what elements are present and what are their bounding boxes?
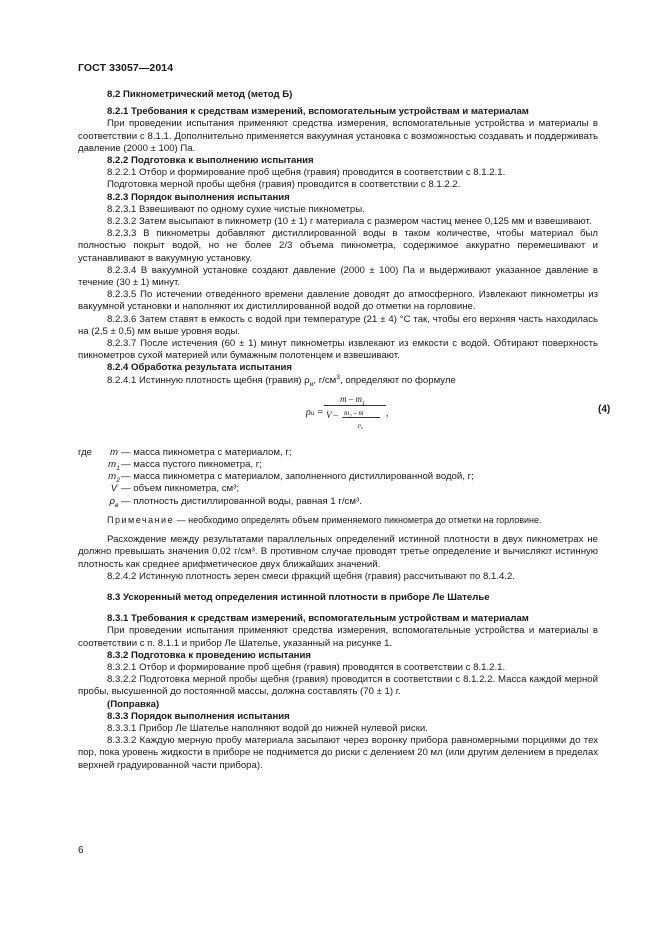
- section-8-3-1-heading: 8.3.1 Требования к средствам измерений, вспомогательным устройствам и материалам: [107, 613, 529, 625]
- formula-numerator-sub: 1: [362, 399, 366, 407]
- legend-symbol-letter: ρ: [109, 495, 115, 507]
- superscript: 3: [336, 373, 341, 381]
- formula-inner-den-sub: в: [360, 425, 363, 431]
- legend-intro: где: [78, 446, 93, 458]
- legend-text: — масса пустого пикнометра, г;: [121, 459, 262, 471]
- formula-inner-fraction-bar: [342, 417, 380, 418]
- paragraph-8-2-3-3: 8.2.3.3 В пикнометры добавляют дистиллированной воды в таком количестве, чтобы материал был полностью покрыт водой, но не более 2/3 объема пикнометра, содержимое аккуратно перемешивают и устанавливают в вакуумную установку.: [78, 228, 598, 264]
- legend-symbol-letter: m: [108, 471, 117, 483]
- document-body: [78, 89, 611, 772]
- paragraph-8-2-3-7: 8.2.3.7 После истечения (60 ± 1) минут пикнометры извлекают из емкости с водой. Обтирают поверхность пикнометров сухой материей или бумажным полотенцем и взвешивают.: [78, 338, 598, 362]
- note: [78, 514, 598, 526]
- paragraph-8-2-3-1: 8.2.3.1 Взвешивают по одному сухие чистые пикнометры.: [107, 203, 365, 215]
- legend-row: [78, 496, 598, 508]
- density-formula: [78, 391, 611, 441]
- formula-inner-m: m: [344, 408, 350, 417]
- paragraph-8-2-2-1: 8.2.2.1 Отбор и формирование проб щебня (гравия) проводится в соответствии с 8.1.2.1.: [107, 167, 506, 179]
- formula-inner-denominator: [358, 420, 363, 432]
- paragraph-8-2-3-5: 8.2.3.5 По истечении отведенного времени давление доводят до атмосферного. Извлекают пикнометры из вакуумной установки и наполняют их дистиллированной водой до отметки на горловине.: [78, 289, 598, 313]
- section-8-2-heading: 8.2 Пикнометрический метод (метод Б): [107, 89, 293, 100]
- section-8-2-2-heading: 8.2.2 Подготовка к выполнению испытания: [107, 155, 314, 167]
- amendment-label: (Поправка): [107, 698, 160, 710]
- legend-symbol-sub: 2: [116, 477, 120, 485]
- legend-row: [78, 471, 598, 483]
- legend-symbol: [107, 471, 121, 483]
- text-span: , определяют по формуле: [340, 374, 456, 386]
- paragraph-8-3-1: При проведении испытания применяют средства измерения, вспомогательные устройства и материалы в соответствии с п. 8.1.1 и прибор Ле Шателье, указанный на рисунке 1.: [78, 625, 598, 649]
- paragraph-8-3-2-1: 8.3.2.1 Отбор и формирование проб щебня (гравия) проводятся в соответствии с 8.1.2.1.: [107, 661, 506, 673]
- paragraph-8-2-3-6: 8.2.3.6 Затем ставят в емкость с водой при температуре (21 ± 4) °С так, чтобы его верхняя часть находилась на (2,5 ± 0,5) мм выше уровня воды.: [78, 313, 598, 337]
- formula-fraction-bar: [324, 405, 386, 406]
- legend-symbol-sub: в: [114, 501, 119, 509]
- paragraph-8-2-3-4: 8.2.3.4 В вакуумной установке создают давление (2000 ± 100) Па и выдерживают указанное давление в течение (30 ± 1) минут.: [78, 264, 598, 289]
- text-span: , г/см: [313, 374, 337, 386]
- formula-numerator-text: m – m: [340, 393, 362, 404]
- legend-symbol: m: [110, 446, 118, 458]
- section-8-3-2-heading: 8.3.2 Подготовка к проведению испытания: [107, 649, 311, 661]
- formula-rho: ρ: [306, 406, 311, 418]
- variable-legend: [78, 447, 598, 508]
- legend-text: — масса пикнометра с материалом, заполненного дистиллированной водой, г;: [121, 471, 474, 483]
- note-text: — необходимо определять объем применяемого пикнометра до отметки на горловине.: [174, 514, 542, 525]
- legend-symbol-letter: m: [108, 459, 117, 471]
- document-header: ГОСТ 33057—2014: [78, 62, 174, 74]
- formula-numerator: [340, 393, 365, 405]
- legend-text: — плотность дистиллированной воды, равная 1 г/см³.: [121, 495, 362, 507]
- legend-symbol-sub: 1: [116, 464, 120, 472]
- legend-row: [78, 483, 598, 495]
- formula-inner-sub: 2: [349, 414, 352, 420]
- formula-denominator: V –: [326, 409, 339, 420]
- subscript: и: [309, 380, 314, 388]
- note-label: Примечание: [107, 514, 175, 525]
- legend-row: [78, 459, 598, 471]
- formula-equals: =: [316, 406, 324, 418]
- legend-row: [78, 447, 598, 459]
- paragraph-8-3-2-2: 8.3.2.2 Подготовка мерной пробы щебня (гравия) проводится в соответствии с 8.1.2.2. Масса каждой мерной пробы, высушенной до постоянной массы, должна составлять (70 ± 1) г.: [78, 674, 598, 698]
- formula-inner-rho: ρ: [358, 422, 361, 429]
- paragraph-8-2-4-2: 8.2.4.2 Истинную плотность зерен смеси фракций щебня (гравия) рассчитывают по 8.1.4.2.: [107, 570, 515, 582]
- paragraph-8-2-2-1-b: Подготовка мерной пробы щебня (гравия) проводится в соответствии с 8.1.2.2.: [107, 179, 461, 191]
- legend-symbol: [107, 496, 121, 508]
- section-8-2-1-heading: 8.2.1 Требования к средствам измерений, вспомогательным устройствам и материалам: [107, 106, 529, 118]
- paragraph-8-2-1: При проведении испытания применяют средства измерения, вспомогательные устройства и материалы в соответствии с 8.1.1. Дополнительно применяется вакуумная установка с возможностью создавать и поддерживать давление (2000 ± 100) Па.: [78, 118, 598, 154]
- rho-symbol: ρ: [304, 374, 310, 386]
- page-number: 6: [78, 845, 84, 856]
- legend-symbol: V: [110, 483, 118, 495]
- text-span: 8.2.4.1 Истинную плотность щебня (гравия): [107, 374, 305, 386]
- section-8-2-3-heading: 8.2.3 Порядок выполнения испытания: [107, 191, 290, 203]
- formula-inner-rest: – m: [353, 408, 364, 417]
- formula-lhs: [306, 407, 324, 419]
- paragraph-8-3-3-1: 8.3.3.1 Прибор Ле Шателье наполняют водой до нижней нулевой риски.: [107, 722, 428, 734]
- formula-lhs-sub: и: [310, 408, 315, 417]
- section-8-2-4-heading: 8.2.4 Обработка результата испытания: [107, 362, 292, 374]
- paragraph-difference: Расхождение между результатами параллельных определений истинной плотности в двух пикнометрах не должно превышать значения 0,02 г/см³. В противном случае проводят третье определение и вычисляют истинную плотность как среднее арифметическое двух ближайших значений.: [78, 534, 598, 570]
- paragraph-8-3-3-2: 8.3.3.2 Каждую мерную пробу материала засыпают через воронку прибора равномерными порциями до тех пор, пока уровень жидкости в приборе не поднимется до риски с делением 20 мл (или другим делением в пределах верхней градуированной части прибора).: [78, 735, 598, 771]
- legend-text: — объем пикнометра, см³;: [121, 483, 240, 495]
- paragraph-8-2-3-2: 8.2.3.2 Затем высыпают в пикнометр (10 ± 1) г материала с размером частиц менее 0,125 мм и взвешивают.: [107, 216, 592, 228]
- paragraph-8-2-4-1: [78, 375, 598, 387]
- formula-comma: ,: [386, 407, 389, 419]
- section-8-3-heading: 8.3 Ускоренный метод определения истинной плотности в приборе Ле Шателье: [107, 591, 490, 603]
- section-8-3-3-heading: 8.3.3 Порядок выполнения испытания: [107, 710, 290, 722]
- formula-number: (4): [598, 403, 611, 415]
- legend-symbol: [107, 459, 121, 471]
- legend-text: — масса пикнометра с материалом, г;: [121, 446, 292, 458]
